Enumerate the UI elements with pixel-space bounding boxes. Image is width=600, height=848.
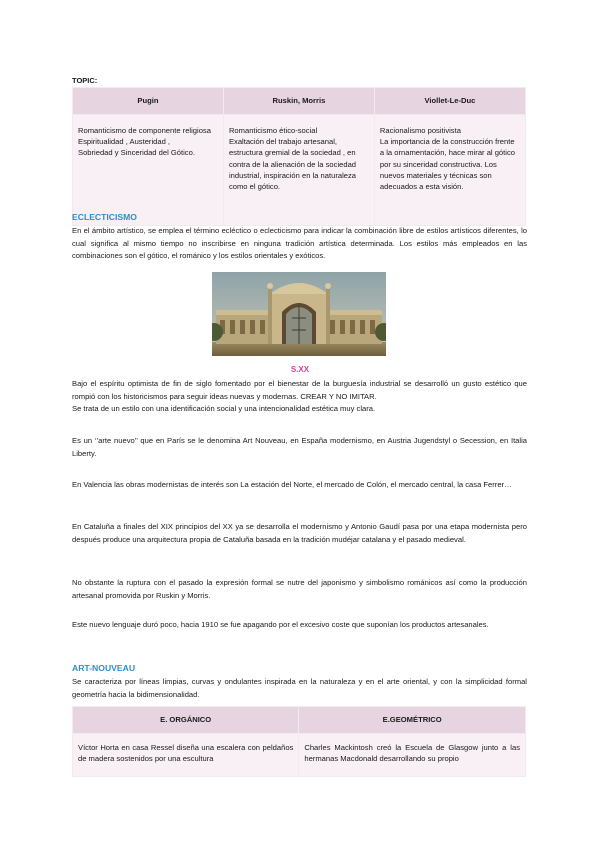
cell-geometrico: Charles Mackintosh creó la Escuela de Glasgow junto a las hermanas Macdonald desarrollando su propio <box>299 734 526 777</box>
header-geometrico: E.GEOMÉTRICO <box>299 707 526 734</box>
paragraph-5: No obstante la ruptura con el pasado la expresión formal se nutre del japonismo y simbolismo románicos así como la producción artesanal promovida por Ruskin y Morris. <box>72 578 527 600</box>
cell-organico: Víctor Horta en casa Ressel diseña una escalera con peldaños de madera sostenidos por una escultura <box>73 734 299 777</box>
eclecticismo-text: En el ámbito artístico, se emplea el término ecléctico o eclecticismo para indicar la combinación libre de estilos artísticos diferentes, lo cual significa al mismo tiempo no inscribirse en ninguna tradición artística determinada. Los estilos más empleados en las combinaciones son el gótico, el románico y los estilos orientales y exóticos. <box>72 226 527 261</box>
header-organico: E. ORGÁNICO <box>73 707 299 734</box>
cell-pugin: Romanticismo de componente religiosa Espiritualidad , Austeridad , Sobriedad y Sinceridad del Gótico. <box>73 115 224 226</box>
topic-label: TOPIC: <box>72 76 98 85</box>
schools-table <box>72 87 526 226</box>
paragraph-1: Bajo el espíritu optimista de fin de siglo fomentado por el bienestar de la burguesía industrial se desarrolló un gusto estético que rompió con los historicismos para seguir ideas nuevas y modernas. CREAR Y NO IMITAR. Se trata de un estilo con una identificación social y una intencionalidad estética muy clara. <box>72 379 527 414</box>
paragraph-2: Es un ‘’arte nuevo’’ que en París se le denomina Art Nouveau, en España modernismo, en Austria Jugendstyl o Secession, en Italia Liberty. <box>72 436 527 458</box>
cell-viollet-le-duc: Racionalismo positivista La importancia de la construcción frente a la ornamentación, hace mirar al gótico por su sinceridad constructiva. Los nuevos materiales y técnicas son adecuados a esta visión. <box>374 115 525 226</box>
building-illustration <box>212 272 386 356</box>
header-pugin: Pugin <box>73 88 224 115</box>
cell-ruskin-morris: Romanticismo ético-social Exaltación del trabajo artesanal, estructura gremial de la sociedad , en contra de la alienación de la sociedad industrial, inspiración en la naturaleza como el gótico. <box>223 115 374 226</box>
styles-table <box>72 706 526 777</box>
sxx-heading: S.XX <box>290 365 310 374</box>
eclecticismo-heading: ECLECTICISMO <box>72 212 137 222</box>
paragraph-3: En Valencia las obras modernistas de interés son La estación del Norte, el mercado de Colón, el mercado central, la casa Ferrer… <box>72 480 512 489</box>
header-viollet-le-duc: Viollet-Le-Duc <box>374 88 525 115</box>
header-ruskin-morris: Ruskin, Morris <box>223 88 374 115</box>
art-nouveau-heading: ART-NOUVEAU <box>72 663 136 673</box>
palace-photo <box>212 272 386 356</box>
art-nouveau-text: Se caracteriza por líneas limpias, curvas y ondulantes inspirada en la naturaleza y en el arte oriental, y con la simplicidad formal geometría hacia la bidimensionalidad. <box>72 677 527 699</box>
paragraph-4: En Cataluña a finales del XIX principios del XX ya se desarrolla el modernismo y Antonio Gaudí pasa por una etapa modernista pero después produce una arquitectura propia de Cataluña basada en la tradición mudéjar catalana y el pasado medieval. <box>72 522 527 544</box>
paragraph-6: Este nuevo lenguaje duró poco, hacia 1910 se fue apagando por el excesivo coste que suponían los productos artesanales. <box>72 620 489 629</box>
